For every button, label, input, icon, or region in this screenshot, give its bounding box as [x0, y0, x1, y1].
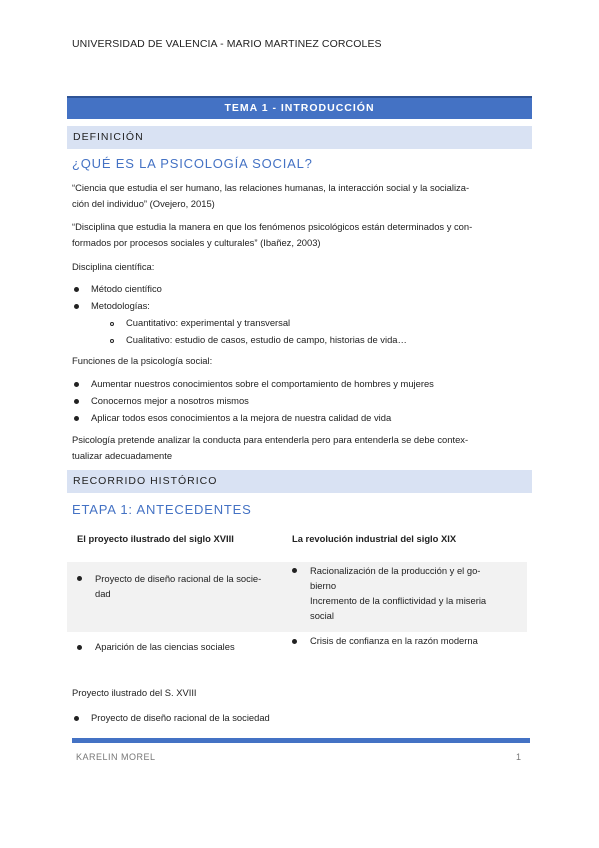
quote-2 — [72, 219, 527, 251]
bullet-metodo — [74, 281, 162, 296]
bullet-text: Cuantitativo: experimental y transversal — [126, 317, 291, 328]
bullet-text: Aplicar todos esos conocimientos a la mejora de nuestra calidad de vida — [91, 412, 392, 423]
bullet-text: Aumentar nuestros conocimientos sobre el comportamiento de hombres y mujeres — [91, 378, 434, 389]
bullet-icon — [74, 382, 79, 387]
cell-line: Incremento de la conflictividad y la miseria — [310, 595, 487, 606]
bullet-icon — [74, 304, 79, 309]
footer-author: KARELIN MOREL — [76, 752, 156, 762]
conclusion-line-2: tualizar adecuadamente — [72, 450, 173, 461]
circle-bullet-icon — [110, 322, 114, 326]
section-definicion: DEFINICIÓN — [67, 126, 532, 149]
document-title: TEMA 1 - INTRODUCCIÓN — [67, 96, 532, 119]
cell-line: Proyecto de diseño racional de la socie- — [95, 573, 262, 584]
bullet-icon — [74, 287, 79, 292]
sub-bullet-cualitativo — [110, 332, 407, 347]
cell-line: social — [310, 610, 334, 621]
bullet-metodologias — [74, 298, 150, 313]
bullet-icon — [292, 639, 297, 644]
cell-line: Racionalización de la producción y el go- — [310, 565, 481, 576]
page-number: 1 — [516, 752, 522, 762]
bullet-funcion-3 — [74, 410, 391, 425]
bullet-text: Método científico — [91, 283, 162, 294]
cell-text: Aparición de las ciencias sociales — [95, 641, 235, 652]
quote-1-line-1: “Ciencia que estudia el ser humano, las relaciones humanas, la interacción social y la socializa- — [72, 182, 470, 193]
bullet-funcion-1 — [74, 376, 434, 391]
proyecto-label: Proyecto ilustrado del S. XVIII — [72, 687, 197, 698]
etapa-heading: ETAPA 1: ANTECEDENTES — [72, 502, 252, 517]
bullet-proyecto — [74, 710, 270, 725]
table-col2-header: La revolución industrial del siglo XIX — [292, 533, 457, 544]
bullet-text: Proyecto de diseño racional de la sociedad — [91, 712, 270, 723]
quote-1-line-2: ción del individuo” (Ovejero, 2015) — [72, 198, 215, 209]
question-heading: ¿QUÉ ES LA PSICOLOGÍA SOCIAL? — [72, 156, 313, 171]
bullet-text: Conocernos mejor a nosotros mismos — [91, 395, 249, 406]
bullet-icon — [77, 645, 82, 650]
cell-line: dad — [95, 588, 111, 599]
bullet-icon — [292, 568, 297, 573]
table-r2c1 — [77, 639, 235, 654]
conclusion-paragraph — [72, 432, 527, 464]
table-r2c2 — [292, 633, 478, 648]
circle-bullet-icon — [110, 339, 114, 343]
section-recorrido: RECORRIDO HISTÓRICO — [67, 470, 532, 493]
quote-2-line-2: formados por procesos sociales y culturales” (Ibañez, 2003) — [72, 237, 321, 248]
footer-divider — [72, 738, 530, 743]
disciplina-label: Disciplina científica: — [72, 261, 155, 272]
bullet-icon — [77, 576, 82, 581]
funciones-label: Funciones de la psicología social: — [72, 355, 213, 366]
table-r1c2 — [292, 563, 486, 623]
quote-1 — [72, 180, 527, 212]
bullet-icon — [74, 416, 79, 421]
bullet-icon — [74, 399, 79, 404]
sub-bullet-cuantitativo — [110, 315, 290, 330]
quote-2-line-1: “Disciplina que estudia la manera en que los fenómenos psicológicos están determinados y con- — [72, 221, 473, 232]
conclusion-line-1: Psicología pretende analizar la conducta para entenderla pero para entenderla se debe contex- — [72, 434, 469, 445]
page-header: UNIVERSIDAD DE VALENCIA - MARIO MARTINEZ CORCOLES — [72, 38, 382, 50]
table-r1c1 — [77, 571, 261, 601]
bullet-text: Metodologías: — [91, 300, 150, 311]
bullet-funcion-2 — [74, 393, 249, 408]
table-col1-header: El proyecto ilustrado del siglo XVIII — [77, 533, 234, 544]
cell-line: bierno — [310, 580, 337, 591]
cell-text: Crisis de confianza en la razón moderna — [310, 635, 478, 646]
bullet-icon — [74, 716, 79, 721]
bullet-text: Cualitativo: estudio de casos, estudio de campo, historias de vida… — [126, 334, 407, 345]
